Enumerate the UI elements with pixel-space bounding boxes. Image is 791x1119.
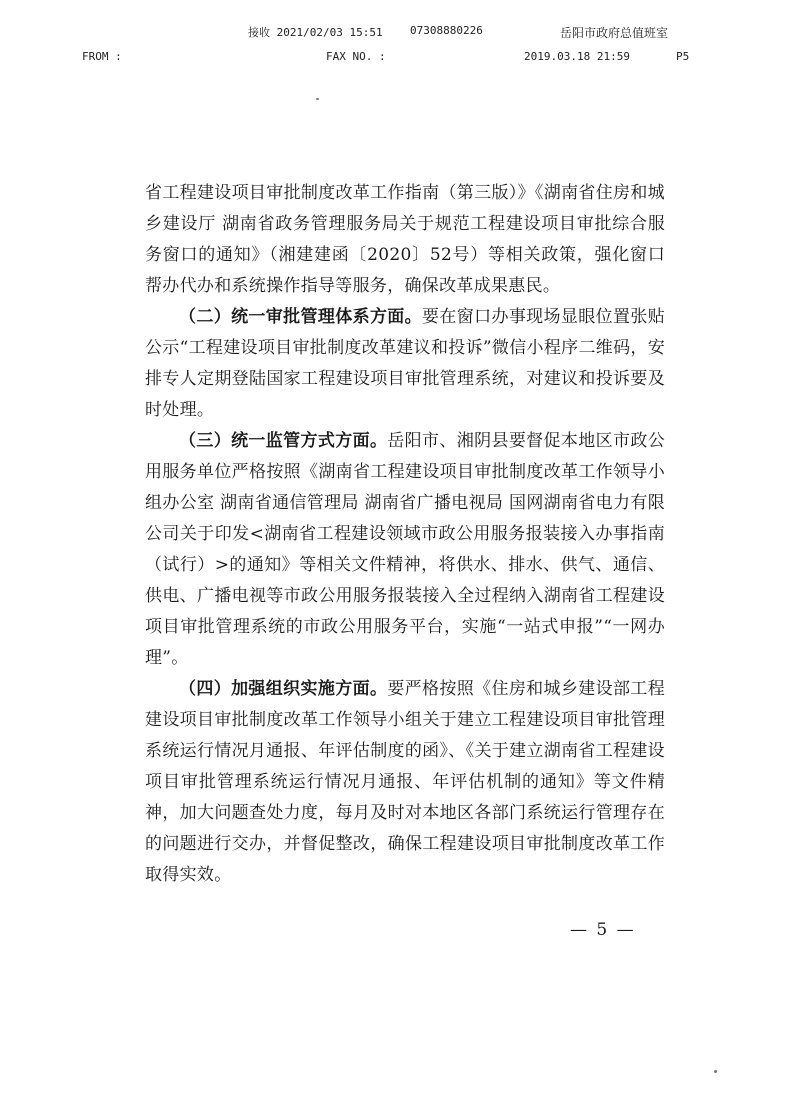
fax-receive-header [0, 24, 791, 44]
section-text: 要严格按照《住房和城乡建设部工程建设项目审批制度改革工作领导小组关于建立工程建设项目审批管理系统运行情况月通报、年评估制度的函》、《关于建立湖南省工程建设项目审批管理系统运行情况月通报、年评估机制的通知》等文件精神，加大问题查处力度，每月及时对本地区各部门系统运行管理存在的问题进行交办，并督促整改，确保工程建设项目审批制度改革工作取得实效。 [145, 679, 665, 885]
fax-number-label: FAX NO. : [326, 50, 386, 63]
fax-transmit-header [0, 50, 791, 70]
section-text: 岳阳市、湘阴县要督促本地区市政公用服务单位严格按照《湖南省工程建设项目审批制度改革工作领导小组办公室 湖南省通信管理局 湖南省广播电视局 国网湖南省电力有限公司关于印发<湖南省工程建设领域市政公用服务报装接入办事指南（试行）>的通知》等相关文件精神，将供水、排水、供气、通信、供电、广播电视等市政公用服务报装接入全过程纳入湖南省工程建设项目审批管理系统的市政公用服务平台，实施“一站式申报”“一网办理”。 [145, 431, 665, 668]
section-heading: （二）统一审批管理体系方面。 [179, 307, 423, 327]
fax-received-time: 接收 2021/02/03 15:51 [248, 26, 383, 39]
paragraph-implementation [145, 674, 665, 891]
fax-transmit-datetime: 2019.03.18 21:59 [524, 50, 630, 63]
page-number: — 5 — [570, 920, 636, 940]
paragraph-continuation: 省工程建设项目审批制度改革工作指南（第三版）》《湖南省住房和城乡建设厅 湖南省政务管理服务局关于规范工程建设项目审批综合服务窗口的通知》（湘建建函〔2020〕52号）等相关政策，强化窗口帮办代办和系统操作指导等服务，确保改革成果惠民。 [145, 183, 665, 296]
paragraph-approval-system [145, 302, 665, 426]
paragraph-supervision [145, 426, 665, 674]
fax-page-marker: P5 [676, 50, 690, 63]
section-heading: （三）统一监管方式方面。 [179, 431, 388, 451]
scan-speck [714, 1070, 717, 1073]
fax-from-label: FROM : [82, 50, 122, 63]
section-text: 要在窗口办事现场显眼位置张贴公示“工程建设项目审批制度改革建议和投诉”微信小程序二维码，安排专人定期登陆国家工程建设项目审批管理系统，对建议和投诉要及时处理。 [145, 307, 665, 420]
scan-speck [316, 98, 319, 100]
fax-recipient-office: 岳阳市政府总值班室 [560, 26, 669, 40]
document-body [145, 178, 665, 891]
section-heading: （四）加强组织实施方面。 [179, 679, 388, 699]
fax-sender-number: 07308880226 [410, 24, 483, 37]
